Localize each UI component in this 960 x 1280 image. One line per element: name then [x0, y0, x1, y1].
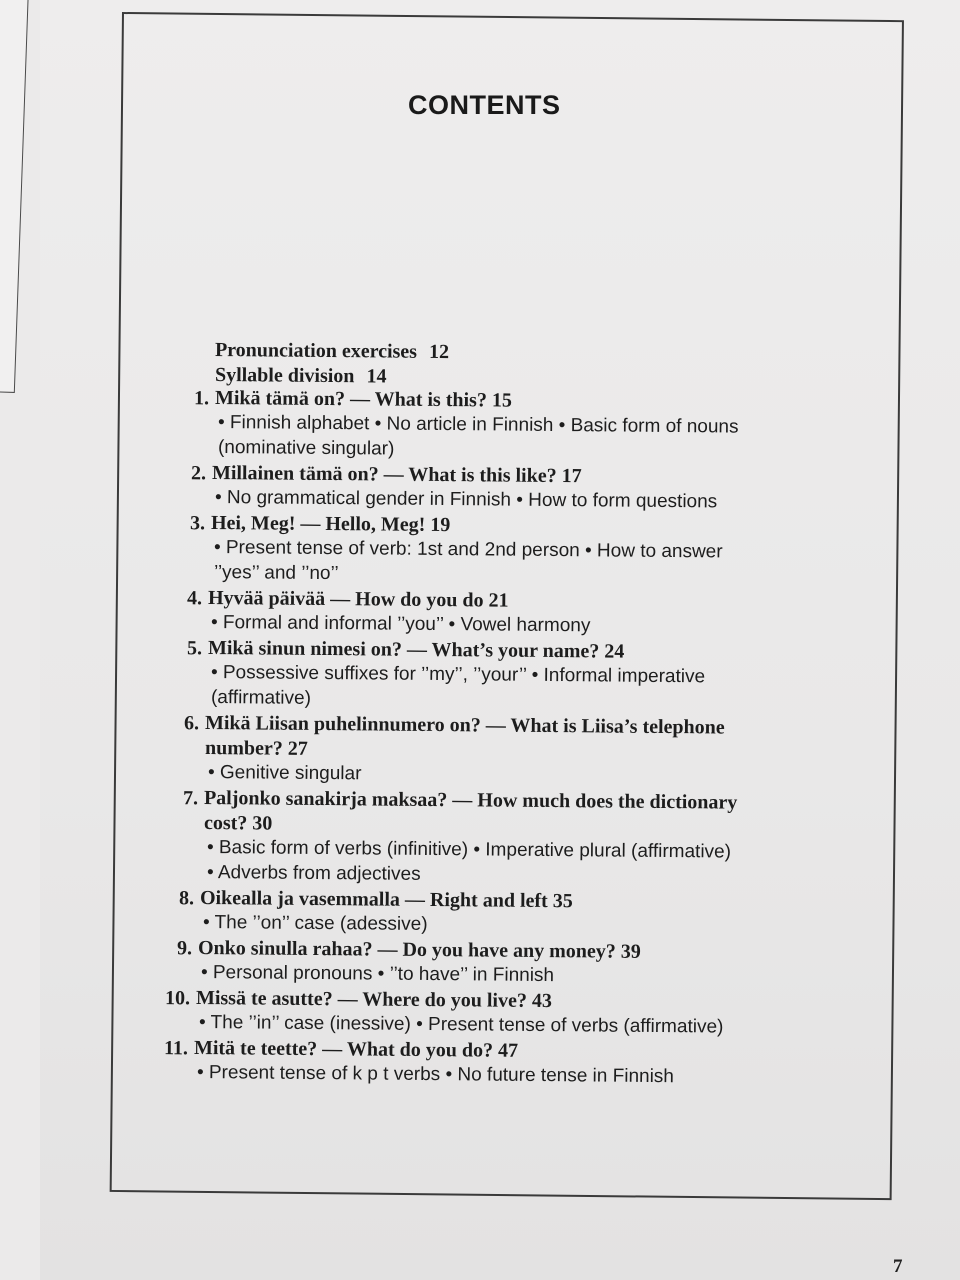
chapter-number: 6.	[183, 712, 200, 735]
chapter-title: Mikä sinun nimesi on? — What’s your name? 24	[207, 637, 625, 663]
entry-title: Syllable division	[214, 364, 355, 388]
chapter-number: 1.	[193, 387, 210, 410]
chapter-number: 10.	[164, 987, 191, 1010]
contents-heading: CONTENTS	[408, 90, 561, 120]
chapter-title: Mikä Liisan puhelinnumero on? — What is Liisa’s telephone	[204, 712, 725, 739]
chapter-topics: • Basic form of verbs (infinitive) • Imperative plural (affirmative)	[206, 837, 732, 863]
chapter-number: 3.	[189, 512, 206, 535]
page-number: 7	[893, 1256, 903, 1277]
chapter-title: Missä te asutte? — Where do you live? 43	[195, 987, 553, 1013]
chapter-number: 4.	[186, 587, 203, 610]
chapter-topics: (nominative singular)	[217, 437, 395, 460]
chapter-topics: ’’yes’’ and ’’no’’	[213, 562, 339, 585]
chapter-topics: • Formal and informal ’’you’’ • Vowel harmony	[210, 612, 591, 637]
chapter-number: 5.	[186, 637, 203, 660]
chapter-topics: • Possessive suffixes for ’’my’’, ’’your’’ • Informal imperative	[210, 662, 706, 688]
chapter-topics: • Personal pronouns • ’’to have’’ in Finnish	[200, 962, 555, 987]
chapter-topics: • Adverbs from adjectives	[206, 862, 421, 885]
chapter-number: 11.	[163, 1037, 189, 1060]
chapter-title: Onko sinulla rahaa? — Do you have any money? 39	[197, 937, 641, 963]
chapter-number: 8.	[178, 887, 195, 910]
chapter-title: Hei, Meg! — Hello, Meg! 19	[210, 512, 451, 537]
chapter-topics: • Present tense of k p t verbs • No future tense in Finnish	[196, 1062, 675, 1088]
front-matter-entry	[215, 338, 449, 364]
chapter-title: Millainen tämä on? — What is this like? 17	[211, 462, 582, 488]
chapter-title: Oikealla ja vasemmalla — Right and left 35	[199, 887, 573, 913]
chapter-topics: (affirmative)	[210, 687, 312, 709]
chapter-number: 9.	[176, 937, 193, 960]
entry-title: Pronunciation exercises	[214, 339, 418, 363]
chapter-number: 2.	[190, 462, 207, 485]
entry-page-number: 14	[366, 365, 387, 388]
chapter-title: Mitä te teette? — What do you do? 47	[193, 1037, 519, 1062]
chapter-title: cost? 30	[203, 812, 273, 835]
adjacent-page-edge	[0, 0, 29, 393]
chapter-topics: • The ’’on’’ case (adessive)	[202, 912, 428, 935]
chapter-topics: • No grammatical gender in Finnish • How to form questions	[214, 487, 718, 513]
front-matter-entry	[215, 363, 387, 388]
chapter-topics: • Present tense of verb: 1st and 2nd person • How to answer	[213, 537, 723, 563]
chapter-title: number? 27	[204, 737, 308, 760]
chapter-title: Paljonko sanakirja maksaa? — How much does the dictionary	[203, 787, 738, 814]
chapter-topics: • The ’’in’’ case (inessive) • Present tense of verbs (affirmative)	[198, 1012, 724, 1038]
entry-page-number: 12	[428, 340, 450, 364]
chapter-number: 7.	[182, 787, 199, 810]
chapter-title: Mikä tämä on? — What is this? 15	[214, 387, 512, 412]
chapter-title: Hyvää päivää — How do you do 21	[207, 587, 509, 612]
chapter-topics: • Genitive singular	[207, 762, 362, 785]
chapter-topics: • Finnish alphabet • No article in Finnish • Basic form of nouns	[217, 412, 739, 438]
